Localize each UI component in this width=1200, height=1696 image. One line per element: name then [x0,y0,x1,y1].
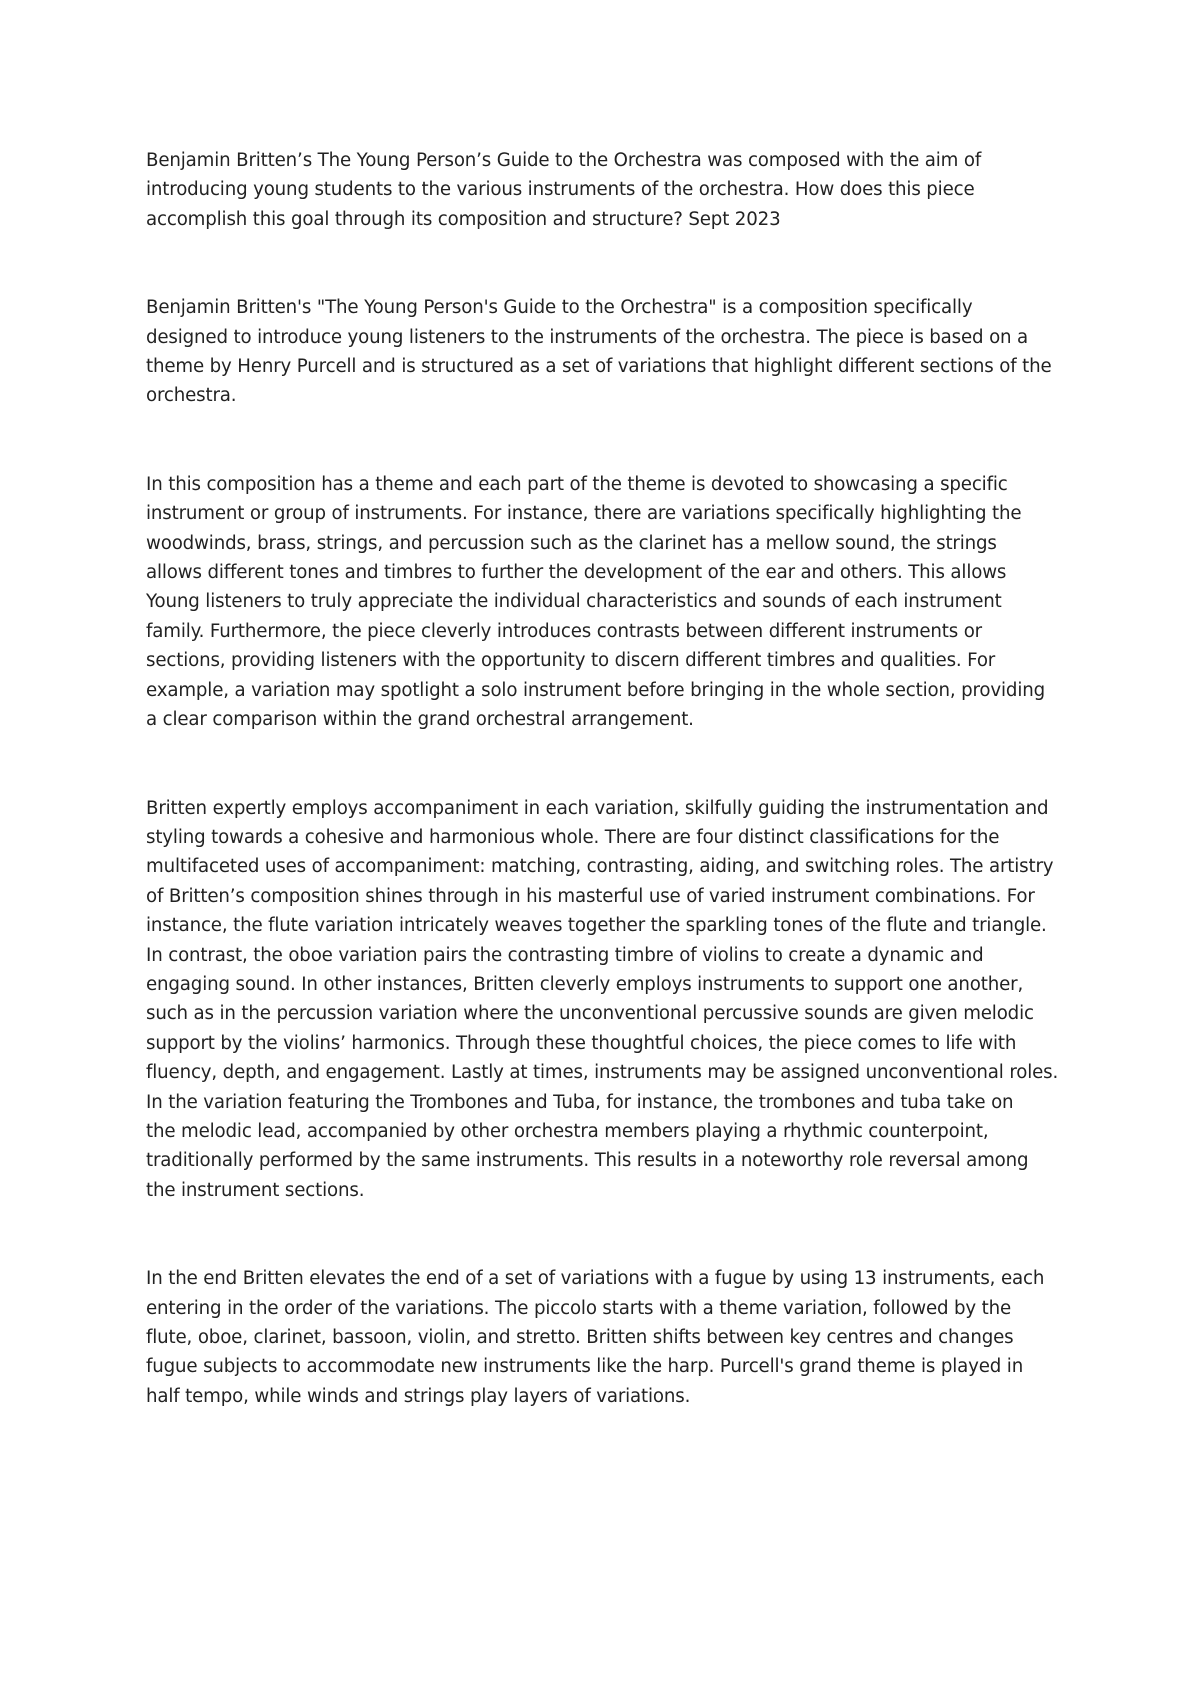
essay-question: Benjamin Britten’s The Young Person’s Guide to the Orchestra was composed with the aim of introducing young students to the various instruments of the orchestra. How does this piece accomplish this goal through its composition and structure? Sept 2023 [146,150,982,230]
document-body [146,146,1066,1411]
paragraph-introduction: Benjamin Britten's "The Young Person's Guide to the Orchestra" is a composition specifically designed to introduce young listeners to the instruments of the orchestra. The piece is based on a theme by Henry Purcell and is structured as a set of variations that highlight different sections of the orchestra. [146,297,1052,407]
paragraph-theme-variations: In this composition has a theme and each part of the theme is devoted to showcasing a specific instrument or group of instruments. For instance, there are variations specifically highlighting the woodwinds, brass, strings, and percussion such as the clarinet has a mellow sound, the strings allows different tones and timbres to further the development of the ear and others. This allows Young listeners to truly appreciate the individual characteristics and sounds of each instrument family. Furthermore, the piece cleverly introduces contrasts between different instruments or sections, providing listeners with the opportunity to discern different timbres and qualities. For example, a variation may spotlight a solo instrument before bringing in the whole section, providing a clear comparison within the grand orchestral arrangement. [146,473,1045,731]
paragraph-fugue: In the end Britten elevates the end of a set of variations with a fugue by using 13 instruments, each entering in the order of the variations. The piccolo starts with a theme variation, followed by the flute, oboe, clarinet, bassoon, violin, and stretto. Britten shifts between key centres and changes fugue subjects to accommodate new instruments like the harp. Purcell's grand theme is played in half tempo, while winds and strings play layers of variations. [146,1268,1045,1407]
paragraph-accompaniment: Britten expertly employs accompaniment in each variation, skilfully guiding the instrumentation and styling towards a cohesive and harmonious whole. There are four distinct classifications for the multifaceted uses of accompaniment: matching, contrasting, aiding, and switching roles. The artistry of Britten’s composition shines through in his masterful use of varied instrument combinations. For instance, the flute variation intricately weaves together the sparkling tones of the flute and triangle. In contrast, the oboe variation pairs the contrasting timbre of violins to create a dynamic and engaging sound. In other instances, Britten cleverly employs instruments to support one another, such as in the percussion variation where the unconventional percussive sounds are given melodic support by the violins’ harmonics. Through these thoughtful choices, the piece comes to life with fluency, depth, and engagement. Lastly at times, instruments may be assigned unconventional roles. In the variation featuring the Trombones and Tuba, for instance, the trombones and tuba take on the melodic lead, accompanied by other orchestra members playing a rhythmic counterpoint, traditionally performed by the same instruments. This results in a noteworthy role reversal among the instrument sections. [146,797,1059,1201]
